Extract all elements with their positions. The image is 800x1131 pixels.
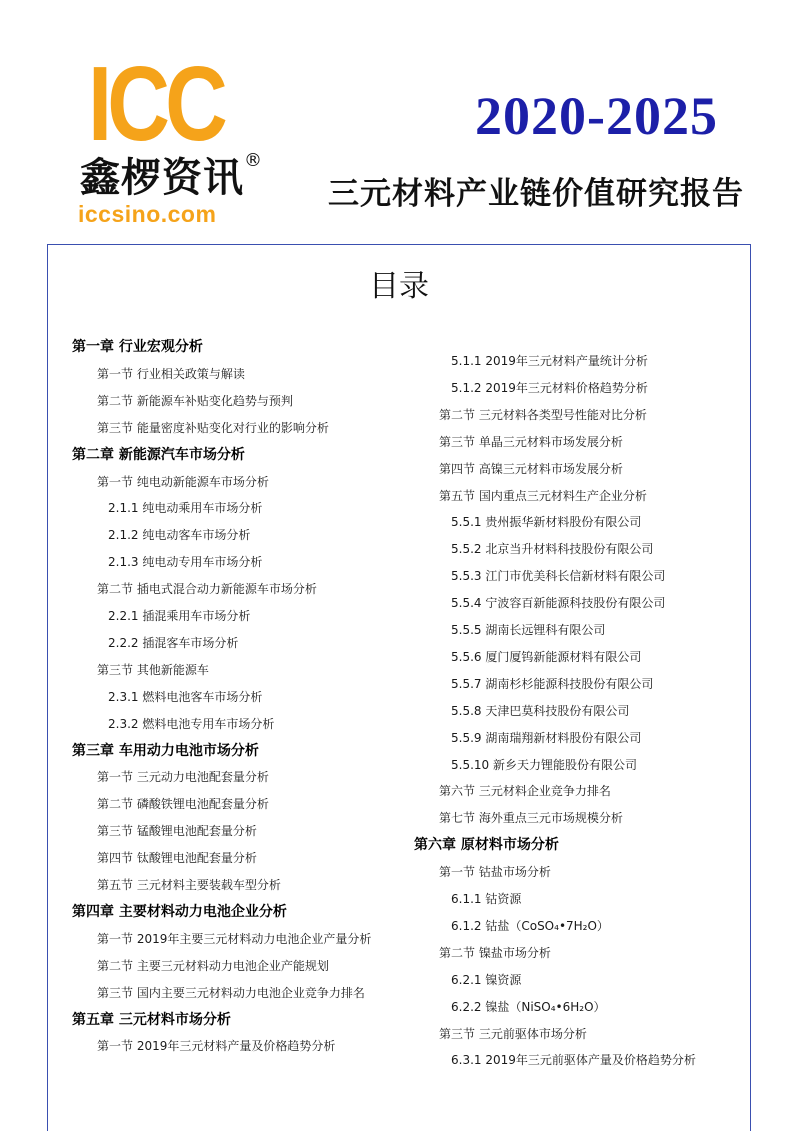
toc-entry-chapter[interactable]: 第三章 车用动力电池市场分析	[72, 742, 259, 759]
company-logo	[62, 45, 272, 228]
toc-entry-sub[interactable]: 6.1.1 钴资源	[451, 892, 522, 906]
toc-entry-chapter[interactable]: 第四章 主要材料动力电池企业分析	[72, 903, 287, 920]
toc-entry-sub[interactable]: 5.5.10 新乡天力锂能股份有限公司	[451, 757, 637, 772]
toc-entry-sub[interactable]: 6.2.2 镍盐（NiSO₄•6H₂O）	[451, 999, 606, 1014]
toc-entry-sub[interactable]: 5.1.1 2019年三元材料产量统计分析	[451, 354, 648, 368]
table-of-contents	[47, 244, 751, 1131]
toc-entry-section[interactable]: 第二节 三元材料各类型号性能对比分析	[439, 407, 647, 422]
toc-entry-chapter[interactable]: 第一章 行业宏观分析	[72, 339, 203, 355]
toc-entry-sub[interactable]: 2.2.1 插混乘用车市场分析	[108, 609, 251, 623]
toc-entry-sub[interactable]: 5.5.4 宁波容百新能源科技股份有限公司	[451, 596, 666, 611]
toc-entry-sub[interactable]: 5.5.1 贵州振华新材料股份有限公司	[451, 515, 642, 530]
toc-entry-section[interactable]: 第五节 三元材料主要装载车型分析	[97, 878, 281, 892]
toc-entry-sub[interactable]: 2.2.2 插混客车市场分析	[108, 635, 239, 650]
toc-entry-section[interactable]: 第三节 国内主要三元材料动力电池企业竞争力排名	[97, 985, 365, 1000]
toc-entry-sub[interactable]: 5.5.5 湖南长远锂科有限公司	[451, 623, 606, 637]
toc-entry-section[interactable]: 第二节 插电式混合动力新能源车市场分析	[97, 582, 317, 597]
report-title: 三元材料产业链价值研究报告	[328, 176, 744, 212]
toc-entry-section[interactable]: 第一节 行业相关政策与解读	[97, 366, 245, 381]
toc-entry-section[interactable]: 第二节 主要三元材料动力电池企业产能规划	[97, 958, 329, 973]
toc-entry-sub[interactable]: 5.5.3 江门市优美科长信新材料有限公司	[451, 569, 666, 584]
toc-entry-chapter[interactable]: 第二章 新能源汽车市场分析	[72, 446, 245, 463]
toc-entry-sub[interactable]: 2.1.1 纯电动乘用车市场分析	[108, 501, 263, 516]
toc-entry-sub[interactable]: 2.1.2 纯电动客车市场分析	[108, 528, 251, 543]
logo-url: iccsino.com	[78, 201, 217, 227]
toc-entry-sub[interactable]: 5.1.2 2019年三元材料价格趋势分析	[451, 380, 648, 395]
toc-entry-section[interactable]: 第五节 国内重点三元材料生产企业分析	[439, 488, 647, 503]
toc-entry-sub[interactable]: 5.5.2 北京当升材料科技股份有限公司	[451, 542, 654, 557]
toc-entry-section[interactable]: 第三节 三元前驱体市场分析	[439, 1026, 587, 1041]
toc-entry-sub[interactable]: 5.5.9 湖南瑞翔新材料股份有限公司	[451, 730, 642, 745]
toc-entry-section[interactable]: 第一节 三元动力电池配套量分析	[97, 770, 269, 785]
toc-entry-sub[interactable]: 5.5.7 湖南杉杉能源科技股份有限公司	[451, 676, 654, 691]
toc-entry-section[interactable]: 第六节 三元材料企业竞争力排名	[439, 784, 611, 799]
logo-chinese-name: 鑫椤资讯	[80, 155, 244, 201]
toc-entry-sub[interactable]: 2.1.3 纯电动专用车市场分析	[108, 555, 263, 570]
toc-entry-sub[interactable]: 6.2.1 镍资源	[451, 972, 522, 987]
toc-entry-section[interactable]: 第三节 其他新能源车	[97, 662, 209, 677]
toc-entry-chapter[interactable]: 第六章 原材料市场分析	[414, 837, 559, 854]
toc-entry-section[interactable]: 第一节 2019年三元材料产量及价格趋势分析	[97, 1039, 336, 1054]
toc-entry-section[interactable]: 第一节 纯电动新能源车市场分析	[97, 474, 269, 489]
toc-entry-section[interactable]: 第二节 新能源车补贴变化趋势与预判	[97, 393, 293, 408]
toc-heading: 目录	[369, 269, 429, 304]
registered-mark: ®	[244, 150, 262, 171]
report-year-range: 2020-2025	[475, 86, 718, 146]
toc-entry-section[interactable]: 第一节 钴盐市场分析	[439, 865, 551, 880]
toc-entry-sub[interactable]: 2.3.1 燃料电池客车市场分析	[108, 689, 263, 704]
toc-entry-sub[interactable]: 6.1.2 钴盐（CoSO₄•7H₂O）	[451, 918, 609, 933]
toc-entry-chapter[interactable]: 第五章 三元材料市场分析	[72, 1011, 231, 1028]
toc-entry-section[interactable]: 第三节 单晶三元材料市场发展分析	[439, 434, 623, 449]
toc-entry-sub[interactable]: 6.3.1 2019年三元前驱体产量及价格趋势分析	[451, 1053, 696, 1068]
toc-entry-section[interactable]: 第三节 锰酸锂电池配套量分析	[97, 824, 257, 839]
toc-entry-section[interactable]: 第三节 能量密度补贴变化对行业的影响分析	[97, 420, 329, 435]
toc-entry-sub[interactable]: 5.5.8 天津巴莫科技股份有限公司	[451, 703, 630, 718]
toc-entry-section[interactable]: 第七节 海外重点三元市场规模分析	[439, 811, 623, 826]
toc-entry-section[interactable]: 第四节 高镍三元材料市场发展分析	[439, 461, 623, 476]
toc-entry-section[interactable]: 第二节 磷酸铁锂电池配套量分析	[97, 797, 269, 812]
toc-entry-section[interactable]: 第四节 钛酸锂电池配套量分析	[97, 851, 257, 866]
toc-entry-sub[interactable]: 5.5.6 厦门厦钨新能源材料有限公司	[451, 649, 642, 664]
toc-entry-sub[interactable]: 2.3.2 燃料电池专用车市场分析	[108, 716, 275, 731]
toc-entry-section[interactable]: 第二节 镍盐市场分析	[439, 945, 551, 960]
toc-entry-section[interactable]: 第一节 2019年主要三元材料动力电池企业产量分析	[97, 931, 372, 946]
logo-icc-text: ICC	[88, 45, 223, 163]
